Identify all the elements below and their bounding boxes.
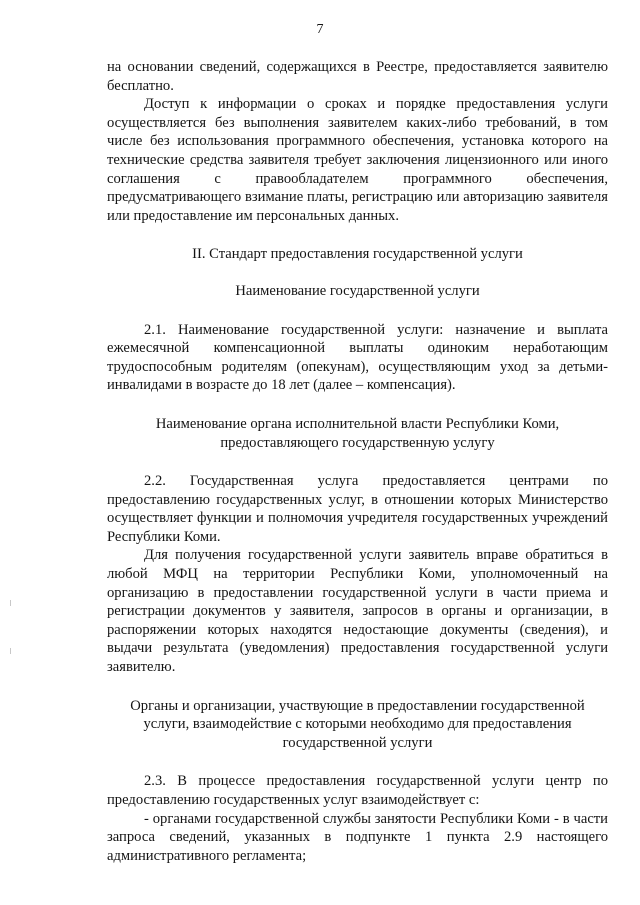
list-item-employment-service: - органами государственной службы занятости Республики Коми - в части запроса сведений, указанных в подпункте 1 пункта 2.9 настоящего административного регламента; (107, 810, 608, 864)
subheading-organizations (107, 697, 608, 753)
page-number: 7 (316, 22, 324, 37)
section-heading-standard: II. Стандарт предоставления государственной услуги (192, 246, 523, 263)
paragraph-mfc: Для получения государственной услуги заявитель вправе обратиться в любой МФЦ на территории Республики Коми, уполномоченный на организацию в предоставлении государственной услуги в части приема и регистрации документов у заявителя, запросов в органы и организации, в распоряжении которых находятся недостающие документы (сведения), и выдачи результата (уведомления) предоставления государственной услуги заявителю. (107, 547, 608, 676)
scan-margin-mark (10, 600, 11, 606)
document-body (107, 58, 608, 865)
scan-margin-mark (10, 648, 11, 654)
subheading-organizations-line-3: государственной услуги (282, 734, 433, 751)
subheading-authority-line-2: предоставляющего государственную услугу (220, 434, 495, 451)
subheading-organizations-line-1: Органы и организации, участвующие в предоставлении государственной (130, 697, 585, 714)
paragraph-access-info: Доступ к информации о сроках и порядке предоставления услуги осуществляется без выполнения заявителем каких-либо требований, в том числе без использования программного обеспечения, установка которого на технические средства заявителя требует заключения лицензионного или иного соглашения с правообладателем программного обеспечения, предусматривающего взимание платы, регистрацию или авторизацию заявителя или предоставление им персональных данных. (107, 96, 608, 224)
paragraph-2-3: 2.3. В процессе предоставления государственной услуги центр по предоставлению государственных услуг взаимодействует с: (107, 773, 608, 808)
paragraph-reestr-continuation: на основании сведений, содержащихся в Реестре, предоставляется заявителю бесплатно. (107, 59, 608, 94)
paragraph-2-2: 2.2. Государственная услуга предоставляется центрами по предоставлению государственных услуг, в отношении которых Министерство осуществляет функции и полномочия учредителя государственных учреждений Республики Коми. (107, 473, 608, 545)
subheading-service-name: Наименование государственной услуги (235, 282, 480, 299)
paragraph-2-1: 2.1. Наименование государственной услуги: назначение и выплата ежемесячной компенсационной выплаты одиноким неработающим трудоспособным родителям (опекунам), осуществляющим уход за детьми-инвалидами в возрасте до 18 лет (далее – компенсация). (107, 321, 608, 394)
subheading-authority-line-1: Наименование органа исполнительной власти Республики Коми, (155, 415, 560, 432)
subheading-organizations-line-2: услуги, взаимодействие с которыми необходимо для предоставления (143, 716, 572, 733)
subheading-authority (107, 415, 608, 452)
